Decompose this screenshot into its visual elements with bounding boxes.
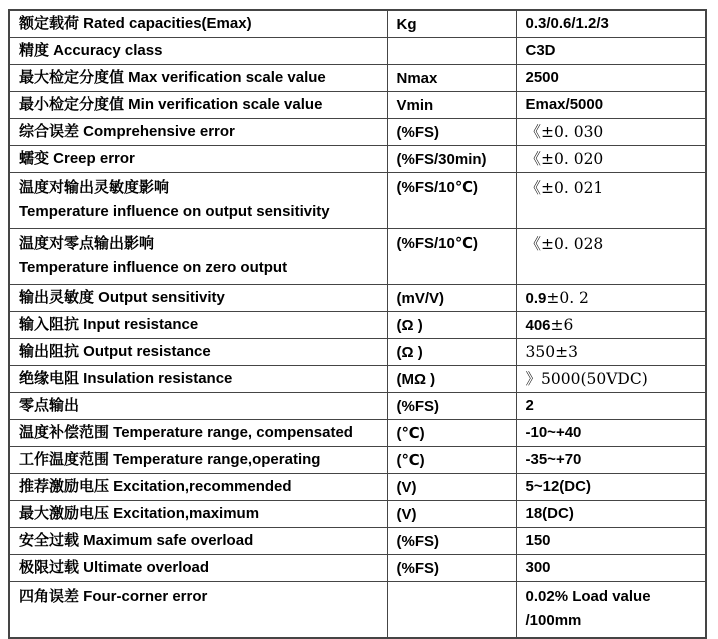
table-row	[9, 312, 706, 339]
unit-cell	[387, 447, 516, 474]
param-cell	[9, 528, 387, 555]
value-cell	[516, 474, 706, 501]
unit-text: (%FS)	[396, 532, 439, 550]
table-row	[9, 366, 706, 393]
value-cell	[516, 173, 706, 229]
value-cell	[516, 582, 706, 639]
value-cell	[516, 38, 706, 65]
value-text: 406	[525, 316, 551, 334]
param-text: 极限过载 Ultimate overload	[19, 559, 210, 576]
param-text: 安全过载 Maximum safe overload	[19, 532, 254, 549]
unit-text: (℃)	[396, 425, 425, 442]
value-text: Emax/5000	[525, 96, 604, 113]
table-row	[9, 339, 706, 366]
unit-cell	[387, 393, 516, 420]
value-text: 0.3/0.6/1.2/3	[525, 15, 609, 32]
table-row	[9, 501, 706, 528]
value-text: 2500	[525, 69, 559, 86]
param-cell	[9, 339, 387, 366]
unit-text: (℃)	[396, 452, 425, 469]
param-cell	[9, 285, 387, 312]
param-text: 四角误差 Four-corner error	[19, 588, 208, 605]
unit-text: (Ω )	[396, 343, 423, 361]
unit-cell	[387, 65, 516, 92]
param-cell	[9, 501, 387, 528]
param-cell	[9, 312, 387, 339]
param-text: 温度对输出灵敏度影响	[19, 179, 170, 196]
param-cell	[9, 173, 387, 229]
value-text: 《±0. 020	[525, 149, 604, 168]
value-text: -10~+40	[525, 424, 582, 441]
value-text: 《±0. 028	[525, 235, 604, 253]
table-row	[9, 474, 706, 501]
value-cell	[516, 119, 706, 146]
param-cell	[9, 10, 387, 38]
param-cell	[9, 146, 387, 173]
unit-cell	[387, 339, 516, 366]
table-row	[9, 528, 706, 555]
param-cell	[9, 420, 387, 447]
value-cell	[516, 366, 706, 393]
param-text: 精度 Accuracy class	[19, 42, 163, 59]
param-cell	[9, 92, 387, 119]
value-text: -35~+70	[525, 451, 582, 468]
table-row	[9, 420, 706, 447]
value-cell	[516, 420, 706, 447]
unit-text: (MΩ )	[396, 370, 436, 388]
value-cell	[516, 447, 706, 474]
param-text: 输出灵敏度 Output sensitivity	[19, 289, 225, 306]
param-cell	[9, 474, 387, 501]
value-text: 300	[525, 559, 551, 576]
unit-text: (Ω )	[396, 316, 423, 334]
unit-cell	[387, 528, 516, 555]
table-row	[9, 285, 706, 312]
table-row	[9, 229, 706, 285]
value-text: ±6	[550, 315, 574, 334]
value-cell	[516, 146, 706, 173]
param-text: 输出阻抗 Output resistance	[19, 343, 211, 360]
unit-cell	[387, 10, 516, 38]
param-text: 额定载荷 Rated capacities(Emax)	[19, 15, 252, 32]
value-cell	[516, 501, 706, 528]
unit-text: (V)	[396, 478, 417, 496]
unit-text: Kg	[396, 15, 417, 33]
value-text: C3D	[525, 42, 556, 59]
param-text: 最大激励电压 Excitation,maximum	[19, 505, 260, 522]
value-text: 》5000(50VDC)	[525, 369, 648, 388]
value-cell	[516, 229, 706, 285]
value-text: 0.02% Load value	[525, 588, 651, 605]
unit-text: Nmax	[396, 69, 438, 87]
param-text: 温度补偿范围 Temperature range, compensated	[19, 424, 353, 441]
param-text: 输入阻抗 Input resistance	[19, 316, 199, 333]
param-cell	[9, 38, 387, 65]
value-text: /100mm	[525, 612, 582, 629]
param-text: 零点输出	[19, 397, 80, 414]
unit-cell	[387, 38, 516, 65]
param-cell	[9, 582, 387, 639]
table-row	[9, 173, 706, 229]
value-cell	[516, 92, 706, 119]
spec-table	[8, 9, 707, 639]
param-text: 工作温度范围 Temperature range,operating	[19, 451, 321, 468]
param-text-en: Temperature influence on zero output	[19, 259, 288, 276]
unit-cell	[387, 285, 516, 312]
value-text: 2	[525, 397, 534, 414]
param-cell	[9, 229, 387, 285]
unit-cell	[387, 92, 516, 119]
param-text: 最小检定分度值 Min verification scale value	[19, 96, 323, 113]
table-row	[9, 92, 706, 119]
table-row	[9, 447, 706, 474]
table-row	[9, 119, 706, 146]
value-text: 0.9	[525, 289, 547, 307]
param-text-en: Temperature influence on output sensitivity	[19, 203, 330, 220]
unit-cell	[387, 229, 516, 285]
param-text: 绝缘电阻 Insulation resistance	[19, 370, 233, 387]
unit-text: (mV/V)	[396, 289, 445, 307]
param-text: 最大检定分度值 Max verification scale value	[19, 69, 326, 86]
spec-table-body	[9, 10, 706, 638]
unit-text: (%FS)	[396, 559, 439, 577]
value-text: 《±0. 030	[525, 122, 604, 141]
value-text: 150	[525, 532, 551, 549]
value-cell	[516, 339, 706, 366]
unit-text: (%FS/30min)	[396, 150, 487, 168]
value-cell	[516, 393, 706, 420]
param-cell	[9, 366, 387, 393]
table-row	[9, 555, 706, 582]
param-text: 温度对零点输出影响	[19, 235, 155, 252]
unit-text: (%FS)	[396, 123, 439, 141]
param-text: 综合误差 Comprehensive error	[19, 123, 235, 140]
table-row	[9, 393, 706, 420]
unit-cell	[387, 555, 516, 582]
unit-cell	[387, 474, 516, 501]
table-row	[9, 65, 706, 92]
unit-cell	[387, 501, 516, 528]
unit-cell	[387, 582, 516, 639]
param-cell	[9, 555, 387, 582]
unit-cell	[387, 366, 516, 393]
param-cell	[9, 119, 387, 146]
value-cell	[516, 312, 706, 339]
value-cell	[516, 285, 706, 312]
unit-cell	[387, 119, 516, 146]
param-text: 蠕变 Creep error	[19, 150, 135, 167]
param-cell	[9, 65, 387, 92]
param-text: 推荐激励电压 Excitation,recommended	[19, 478, 292, 495]
param-cell	[9, 447, 387, 474]
table-row	[9, 38, 706, 65]
value-cell	[516, 528, 706, 555]
unit-text: (%FS/10℃)	[396, 235, 479, 252]
table-row	[9, 146, 706, 173]
value-text: 5~12(DC)	[525, 478, 591, 495]
unit-text: (%FS/10℃)	[396, 179, 479, 196]
table-row	[9, 582, 706, 639]
value-cell	[516, 555, 706, 582]
param-cell	[9, 393, 387, 420]
value-text: 350±3	[525, 342, 578, 361]
value-cell	[516, 65, 706, 92]
table-row	[9, 10, 706, 38]
unit-cell	[387, 146, 516, 173]
unit-text: (%FS)	[396, 397, 439, 415]
unit-text: Vmin	[396, 96, 434, 114]
value-text: 《±0. 021	[525, 179, 604, 197]
unit-cell	[387, 173, 516, 229]
value-text: ±0. 2	[546, 288, 589, 307]
unit-cell	[387, 312, 516, 339]
unit-cell	[387, 420, 516, 447]
value-text: 18(DC)	[525, 505, 574, 522]
value-cell	[516, 10, 706, 38]
unit-text: (V)	[396, 505, 417, 523]
